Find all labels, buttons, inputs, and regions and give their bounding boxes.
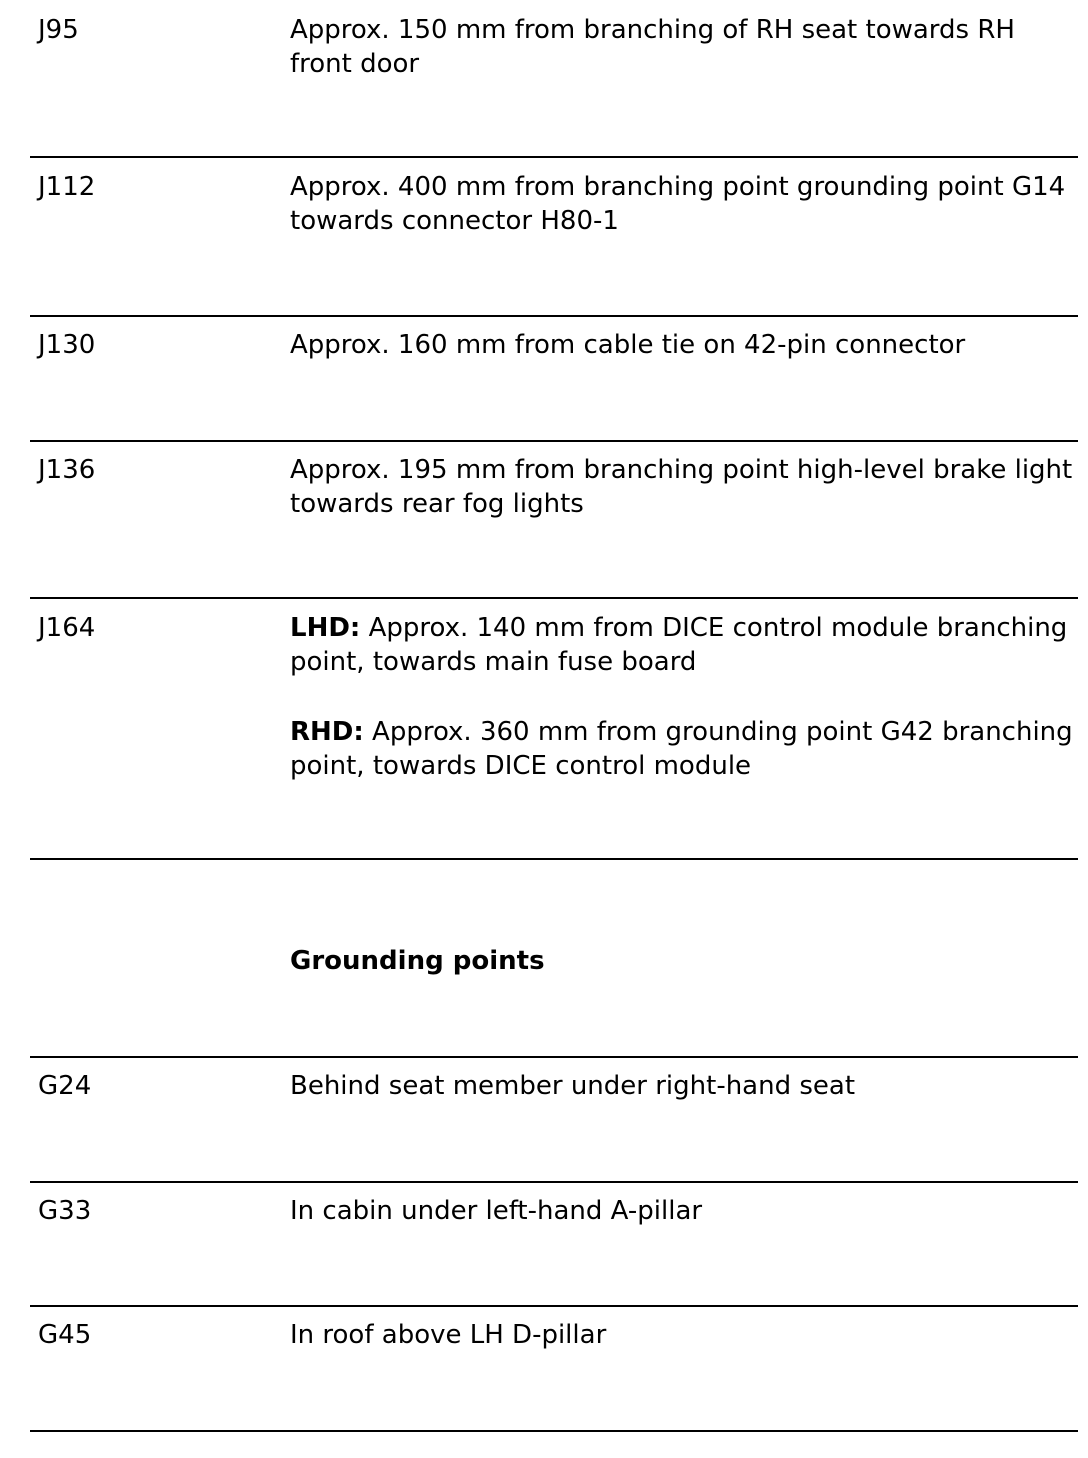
location-description (290, 453, 1080, 521)
description-text: Approx. 160 mm from cable tie on 42-pin connector (290, 330, 966, 360)
row-divider (30, 597, 1078, 599)
lhd-label: LHD: (290, 613, 361, 643)
lhd-text: Approx. 140 mm from DICE control module branching point, towards main fuse board (290, 613, 1068, 677)
description-text: In roof above LH D-pillar (290, 1320, 607, 1350)
row-divider (30, 1430, 1078, 1432)
component-code: G45 (38, 1320, 92, 1350)
location-description (290, 611, 1080, 783)
rhd-text: Approx. 360 mm from grounding point G42 branching point, towards DICE control module (290, 717, 1073, 781)
rhd-description (290, 715, 1080, 783)
row-divider (30, 440, 1078, 442)
row-divider (30, 1056, 1078, 1058)
description-text: Approx. 400 mm from branching point grounding point G14 towards connector H80-1 (290, 172, 1066, 236)
description-text: Approx. 195 mm from branching point high-level brake light towards rear fog lights (290, 455, 1073, 519)
description-text: In cabin under left-hand A-pillar (290, 1196, 703, 1226)
component-code: J136 (38, 455, 96, 485)
rhd-label: RHD: (290, 717, 364, 747)
location-description (290, 328, 1080, 362)
row-divider (30, 156, 1078, 158)
section-heading-grounding-points: Grounding points (290, 946, 545, 976)
location-description (290, 170, 1080, 238)
row-divider (30, 1305, 1078, 1307)
location-description (290, 1318, 1080, 1352)
description-text: Approx. 150 mm from branching of RH seat towards RH front door (290, 15, 1015, 79)
location-description (290, 13, 1080, 81)
description-text: Behind seat member under right-hand seat (290, 1071, 856, 1101)
row-divider (30, 858, 1078, 860)
component-code: G24 (38, 1071, 92, 1101)
location-description (290, 1194, 1080, 1228)
component-code: J95 (38, 15, 79, 45)
component-code: J112 (38, 172, 96, 202)
lhd-description (290, 611, 1080, 679)
row-divider (30, 315, 1078, 317)
location-description (290, 1069, 1080, 1103)
component-code: J130 (38, 330, 96, 360)
row-divider (30, 1181, 1078, 1183)
component-code: J164 (38, 613, 96, 643)
component-code: G33 (38, 1196, 92, 1226)
